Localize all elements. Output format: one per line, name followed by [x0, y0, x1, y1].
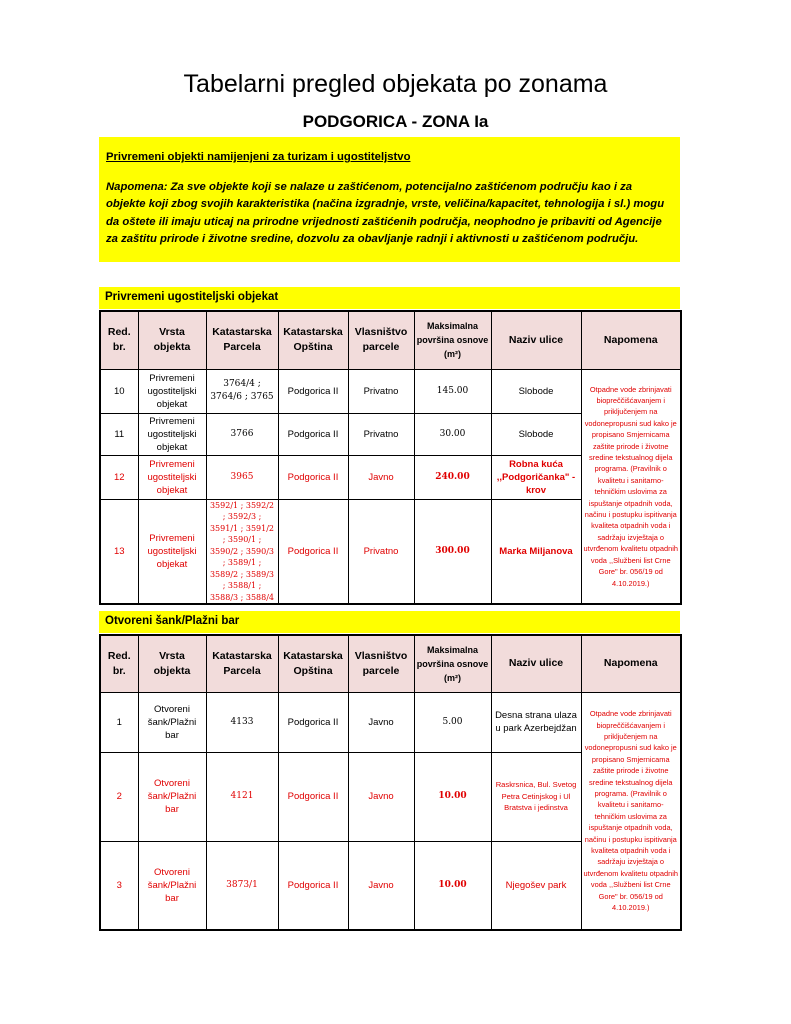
- cell-municipality: Podgorica II: [278, 369, 348, 413]
- cell-street: Slobode: [491, 369, 581, 413]
- cell-street: Njegošev park: [491, 841, 581, 930]
- cell-no: 11: [100, 413, 138, 455]
- cell-ownership: Privatno: [348, 499, 414, 604]
- table-header-row: [100, 635, 681, 692]
- header-opstina: Katastarska Opština: [278, 635, 348, 692]
- header-vrsta: Vrsta objekta: [138, 635, 206, 692]
- cell-type: Otvoreni šank/Plažni bar: [138, 841, 206, 930]
- cell-no: 13: [100, 499, 138, 604]
- header-napomena: Napomena: [581, 635, 681, 692]
- header-ulica: Naziv ulice: [491, 311, 581, 369]
- cell-municipality: Podgorica II: [278, 841, 348, 930]
- header-parcela: Katastarska Parcela: [206, 311, 278, 369]
- notice-text: Napomena: Za sve objekte koji se nalaze u zaštićenom, potencijalno zaštićenom području kao i za objekte koji zbog svojih karakteristika (načina izgradnje, vrste, veličina/kapacitet, tehnologija i sl.) mogu da oštete ili imaju uticaj na prirodne vrijednosti zaštićenih područja, neophodno je pribaviti od Agencije za zaštitu prirode i životne sredine, dozvolu za obavljanje radnji i aktivnosti u zaštićenom području.: [106, 180, 665, 245]
- cell-no: 3: [100, 841, 138, 930]
- cell-type: Privremeni ugostiteljski objekat: [138, 369, 206, 413]
- cell-street: Raskrsnica, Bul. Svetog Petra Cetinjskog i Ul Bratstva i jedinstva: [491, 752, 581, 841]
- table-header-row: [100, 311, 681, 369]
- cell-parcel: 3766: [206, 413, 278, 455]
- header-parcela: Katastarska Parcela: [206, 635, 278, 692]
- cell-municipality: Podgorica II: [278, 692, 348, 752]
- table-row: [100, 692, 681, 752]
- cell-type: Privremeni ugostiteljski objekat: [138, 413, 206, 455]
- cell-parcel: 4133: [206, 692, 278, 752]
- cell-area: 145.00: [414, 369, 491, 413]
- header-povrsina: Maksimalna površina osnove (m²): [414, 635, 491, 692]
- cell-municipality: Podgorica II: [278, 752, 348, 841]
- cell-street: Marka Miljanova: [491, 499, 581, 604]
- cell-area: 10.00: [414, 752, 491, 841]
- section-title: Privremeni ugostiteljski objekat: [99, 287, 680, 309]
- page-subtitle: PODGORICA - ZONA Ia: [302, 112, 489, 131]
- cell-parcel: 4121: [206, 752, 278, 841]
- header-opstina: Katastarska Opština: [278, 311, 348, 369]
- cell-type: Privremeni ugostiteljski objekat: [138, 499, 206, 604]
- notice-heading: Privremeni objekti namijenjeni za turizam i ugostiteljstvo: [106, 151, 411, 163]
- cell-no: 2: [100, 752, 138, 841]
- header-ulica: Naziv ulice: [491, 635, 581, 692]
- cell-area: 5.00: [414, 692, 491, 752]
- cell-note: Otpadne vode zbrinjavati biopreččišćavanjem i priključenjem na vodonepropusni sud kako je propisano Smjernicama zaštite prirode i životne sredine tekstualnog dijela programa. (Pravilnik o kvalitetu i sanitarno-tehničkim uslovima za ispuštanje otpadnih voda, načinu i postupku ispitivanja kvaliteta otpadnih voda i sadržaju izvještaja o utvrđenom kvalitetu otpadnih voda ,,Službeni list Crne Gore" br. 056/19 od 4.10.2019.): [581, 369, 681, 604]
- cell-ownership: Javno: [348, 455, 414, 499]
- cell-no: 10: [100, 369, 138, 413]
- cell-municipality: Podgorica II: [278, 499, 348, 604]
- header-vrsta: Vrsta objekta: [138, 311, 206, 369]
- cell-municipality: Podgorica II: [278, 455, 348, 499]
- cell-area: 300.00: [414, 499, 491, 604]
- cell-parcel: 3592/1 ; 3592/2 ; 3592/3 ; 3591/1 ; 3591/2 ; 3590/1 ; 3590/2 ; 3590/3 ; 3589/1 ; 3589/2 ; 3589/3 ; 3588/1 ; 3588/3 ; 3588/4: [206, 499, 278, 604]
- cell-type: Otvoreni šank/Plažni bar: [138, 752, 206, 841]
- page-title: Tabelarni pregled objekata po zonama: [183, 70, 608, 98]
- cell-type: Otvoreni šank/Plažni bar: [138, 692, 206, 752]
- cell-ownership: Javno: [348, 692, 414, 752]
- cell-street: Desna strana ulaza u park Azerbejdžan: [491, 692, 581, 752]
- cell-ownership: Javno: [348, 841, 414, 930]
- cell-municipality: Podgorica II: [278, 413, 348, 455]
- section-title: Otvoreni šank/Plažni bar: [99, 611, 680, 633]
- cell-street: Slobode: [491, 413, 581, 455]
- cell-ownership: Privatno: [348, 369, 414, 413]
- header-napomena: Napomena: [581, 311, 681, 369]
- cell-type: Privremeni ugostiteljski objekat: [138, 455, 206, 499]
- header-red-br: Red. br.: [100, 311, 138, 369]
- cell-parcel: 3873/1: [206, 841, 278, 930]
- bars-table: [99, 634, 682, 931]
- header-povrsina: Maksimalna površina osnove (m²): [414, 311, 491, 369]
- cell-ownership: Javno: [348, 752, 414, 841]
- cell-area: 10.00: [414, 841, 491, 930]
- header-vlasnistvo: Vlasništvo parcele: [348, 311, 414, 369]
- header-vlasnistvo: Vlasništvo parcele: [348, 635, 414, 692]
- cell-ownership: Privatno: [348, 413, 414, 455]
- cell-street: Robna kuća ,,Podgoričanka" - krov: [491, 455, 581, 499]
- cell-parcel: 3764/4 ; 3764/6 ; 3765: [206, 369, 278, 413]
- table-row: [100, 369, 681, 413]
- cell-area: 30.00: [414, 413, 491, 455]
- cell-no: 1: [100, 692, 138, 752]
- header-red-br: Red. br.: [100, 635, 138, 692]
- cell-no: 12: [100, 455, 138, 499]
- cell-area: 240.00: [414, 455, 491, 499]
- cell-parcel: 3965: [206, 455, 278, 499]
- notice-box: [99, 137, 680, 262]
- cell-note: Otpadne vode zbrinjavati biopreččišćavanjem i priključenjem na vodonepropusni sud kako je propisano Smjernicama zaštite prirode i životne sredine tekstualnog dijela programa. (Pravilnik o kvalitetu i sanitarno-tehničkim uslovima za ispuštanje otpadnih voda, načinu i postupku ispitivanja kvaliteta otpadnih voda i sadržaju izvještaja o utvrđenom kvalitetu otpadnih voda ,,Službeni list Crne Gore" br. 056/19 od 4.10.2019.): [581, 692, 681, 930]
- objects-table: [99, 310, 682, 605]
